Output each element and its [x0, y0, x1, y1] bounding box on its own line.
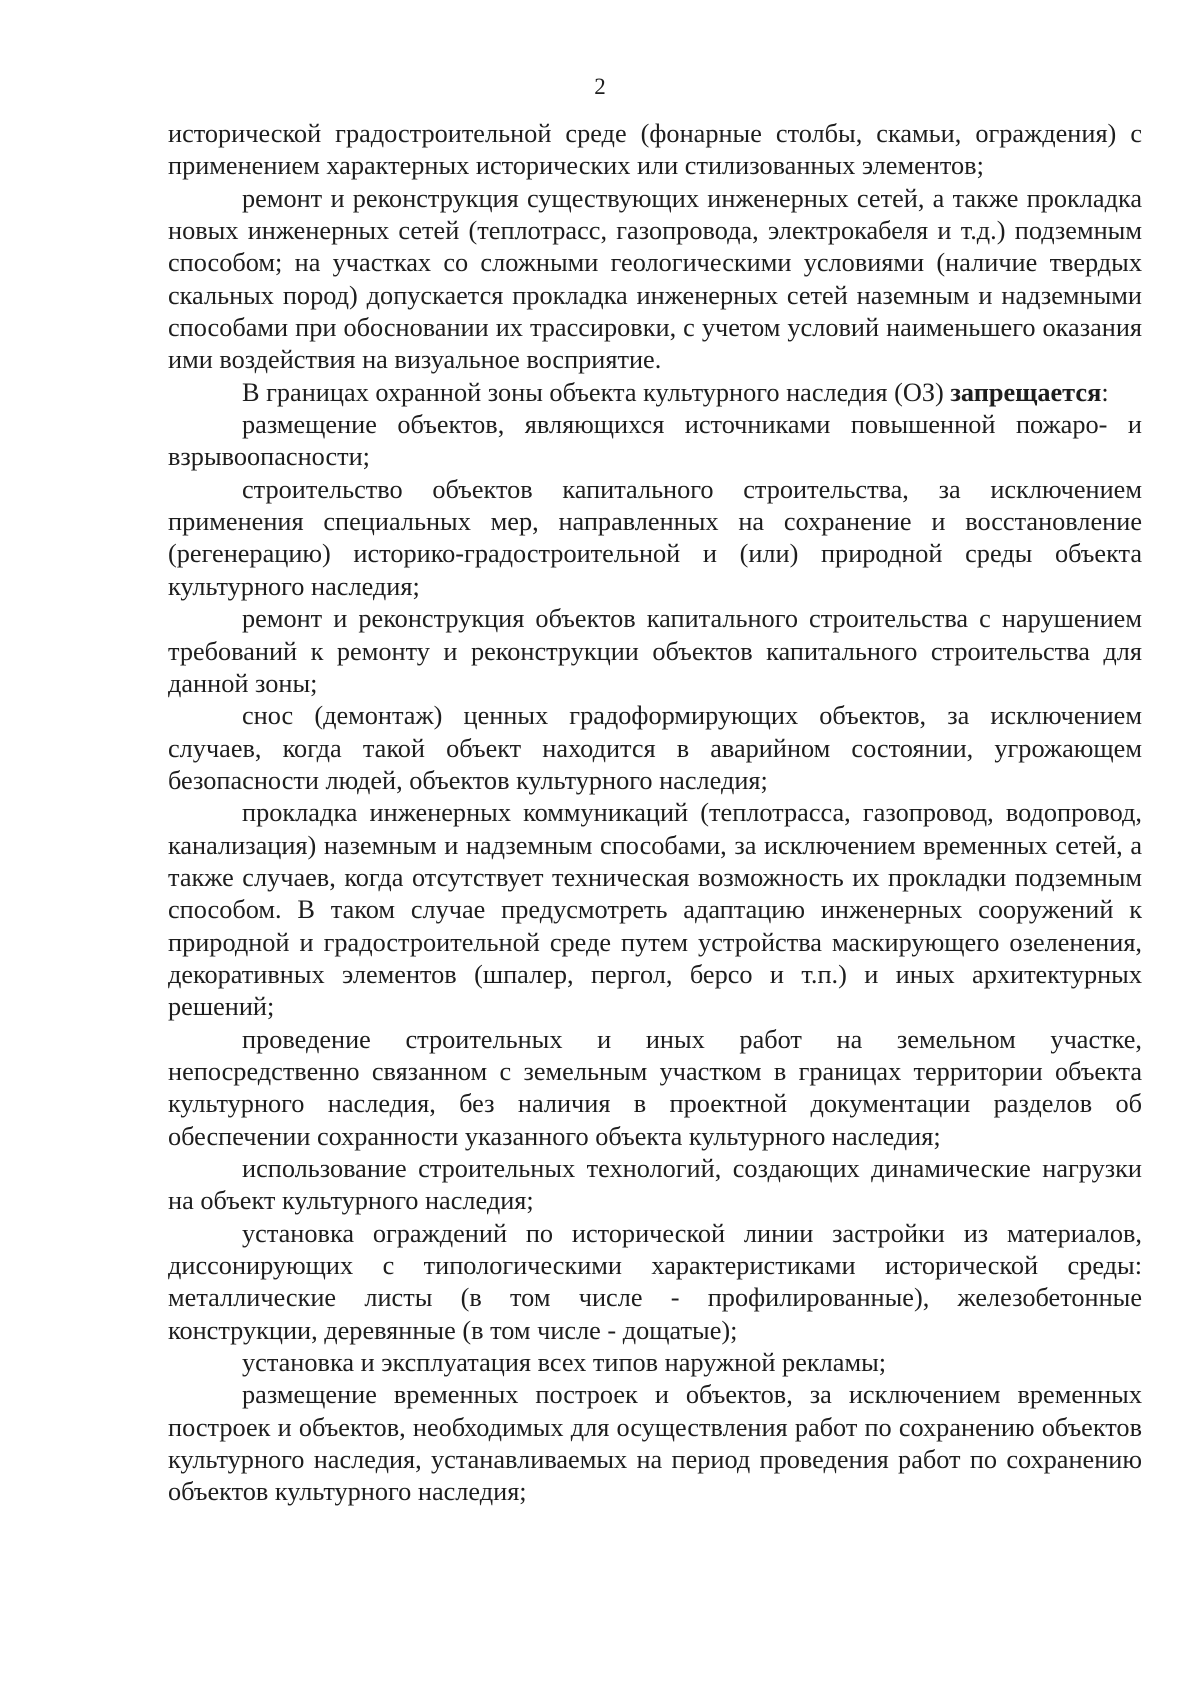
- paragraph-advertising: установка и эксплуатация всех типов наружной рекламы;: [242, 1348, 887, 1378]
- paragraph-fences: установка ограждений по исторической линии застройки из материалов, диссонирующих с типологическими характеристиками исторической среды: металлические листы (в том числе - профилированные), железобетонные конструкции, деревянные (в том числе - дощатые);: [168, 1218, 1142, 1345]
- page-number: 2: [594, 74, 606, 99]
- prohibited-colon: :: [1101, 377, 1109, 407]
- paragraph-construction-works: проведение строительных и иных работ на земельном участке, непосредственно связанном с земельным участком в границах территории объекта культурного наследия, без наличия в проектной документации разделов об обеспечении сохранности указанного объекта культурного наследия;: [168, 1024, 1142, 1151]
- paragraph-engineering-networks: ремонт и реконструкция существующих инженерных сетей, а также прокладка новых инженерных сетей (теплотрасс, газопровода, электрокабеля и т.д.) подземным способом; на участках со сложными геологическими условиями (наличие твердых скальных пород) допускается прокладка инженерных сетей наземным и надземными способами при обосновании их трассировки, с учетом условий наименьшего оказания ими воздействия на визуальное восприятие.: [168, 183, 1142, 375]
- paragraph-fire-hazard: размещение объектов, являющихся источниками повышенной пожаро- и взрывоопасности;: [168, 410, 1142, 472]
- paragraph-dynamic-loads: использование строительных технологий, создающих динамические нагрузки на объект культурного наследия;: [168, 1154, 1142, 1216]
- paragraph-repair-reconstruction: ремонт и реконструкция объектов капитального строительства с нарушением требований к ремонту и реконструкции объектов капитального строительства для данной зоны;: [168, 604, 1142, 698]
- paragraph-temporary-buildings: размещение временных построек и объектов, за исключением временных построек и объектов, необходимых для осуществления работ по сохранению объектов культурного наследия, устанавливаемых на период проведения работ по сохранению объектов культурного наследия;: [168, 1380, 1142, 1507]
- paragraph-continuation: исторической градостроительной среде (фонарные столбы, скамьи, ограждения) с применением характерных исторических или стилизованных элементов;: [168, 119, 1142, 181]
- paragraph-utility-laying: прокладка инженерных коммуникаций (теплотрасса, газопровод, водопровод, канализация) наземным и надземным способами, за исключением временных сетей, а также случаев, когда отсутствует техническая возможность их прокладки подземным способом. В таком случае предусмотреть адаптацию инженерных сооружений к природной и градостроительной среде путем устройства маскирующего озеленения, декоративных элементов (шпалер, пергол, берсо и т.п.) и иных архитектурных решений;: [168, 798, 1142, 1022]
- document-body: [168, 118, 1142, 1509]
- paragraph-capital-construction: строительство объектов капитального строительства, за исключением применения специальных мер, направленных на сохранение и восстановление (регенерацию) историко-градостроительной и (или) природной среды объекта культурного наследия;: [168, 474, 1142, 601]
- paragraph-demolition: снос (демонтаж) ценных градоформирующих объектов, за исключением случаев, когда такой объект находится в аварийном состоянии, угрожающем безопасности людей, объектов культурного наследия;: [168, 701, 1142, 795]
- protected-zone-intro: В границах охранной зоны объекта культурного наследия (ОЗ): [242, 377, 951, 407]
- paragraph-protected-zone-heading: [168, 377, 1142, 409]
- prohibited-label: запрещается: [950, 377, 1102, 407]
